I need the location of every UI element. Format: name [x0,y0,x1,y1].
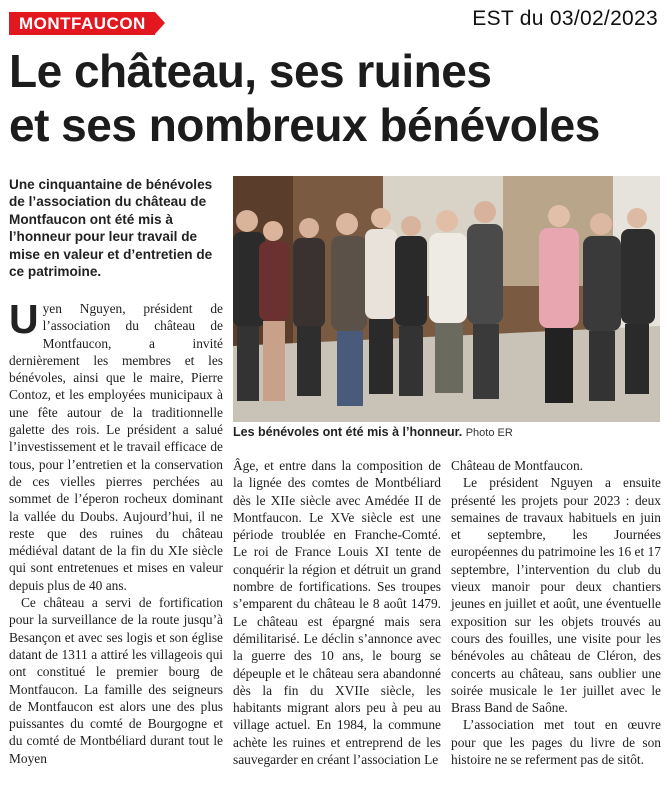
photo-caption [233,425,660,439]
body-paragraph: Ce château a servi de fortification pour la surveillance de la route jusqu’à Besançon et avec ses logis et son église datant de 1311 a attiré les villageois qui ont constitué le premier bourg de Montfaucon. La famille des seigneurs de Montfaucon est alors une des plus puissantes du comté de Bourgogne et du comté de Montbéliard durant tout le Moyen [9,595,223,766]
body-paragraph: Château de Montfaucon. [451,458,584,473]
body-paragraph: Âge, et entre dans la composition de la lignée des comtes de Montbéliard dès le XIIe siècle avec Amédée II de Montfaucon. Le XVe siècle est une période troublée en Franche-Comté. Le roi de France Louis XI tente de conquérir la région et détruit un grand nombre de fortifications. Ses troupes s’emparent du château le 8 août 1479. Le château est épargné mais sera démilitarisé. Le déclin s’annonce avec la guerre des 10 ans, le bourg se dépeuple et le château sera abandonné dès la fin du XVIIe siècle, les habitants migrant alors peu à peu au village actuel. En 1984, la commune achète les ruines et entreprend de les sauvegarder en créant l’association Le [233,458,441,768]
body-paragraph: Le président Nguyen a ensuite présenté les projets pour 2023 : deux semaines de travaux habituels en juin et septembre, les Journées européennes du patrimoine les 16 et 17 septembre, l’intervention du club du vieux manoir pour deux chantiers jeunes en juillet et août, une éventuelle exposition sur les objets trouvés au cours des fouilles, une visite pour les bénévoles au château de Cléron, des concerts au château, sans oublier une soirée musicale le 1er juillet avec le Brass Band de Saône. [451,475,661,716]
group-photo [233,176,660,422]
source-date-label: EST du 03/02/2023 [472,7,658,30]
headline-line-2: et ses nombreux bénévoles [9,99,600,151]
body-column-3 [451,457,661,768]
body-paragraph [9,296,223,594]
body-paragraph: L’association met tout en œuvre pour que les pages du livre de son histoire ne se referment pas de sitôt. [451,717,661,768]
photo-credit: Photo ER [465,427,513,439]
headline [9,44,664,152]
body-column-1 [9,296,223,767]
lead-paragraph: Une cinquantaine de bénévoles de l’association du château de Montfaucon ont été mis à l’honneur pour leur travail de mise en valeur et d’entretien de ce patrimoine. [9,177,213,280]
drop-cap: U [9,296,39,342]
caption-text: Les bénévoles ont été mis à l’honneur. [233,425,463,439]
body-column-2 [233,457,441,768]
group-photo-illustration [233,176,660,422]
section-rubric: MONTFAUCON [9,12,155,35]
headline-line-1: Le château, ses ruines [9,45,492,97]
paragraph-text: yen Nguyen, président de l’association du château de Montfaucon, a invité dernièrement les membres et les bénévoles, ainsi que le maire, Pierre Contoz, et les employées municipaux à une fête autour de la traditionnelle galette des rois. Le président a salué l’investissement et le travail efficace de tous, pour l’entretien et la conservation de ces vielles pierres perchées au sommet de l’éperon rocheux dominant la vallée du Doubs. Aujourd’hui, il ne reste que des ruines du château médiéval datant de la fin du XIe siècle qui sont entretenues et mises en valeur depuis plus de 40 ans. [9,301,223,593]
